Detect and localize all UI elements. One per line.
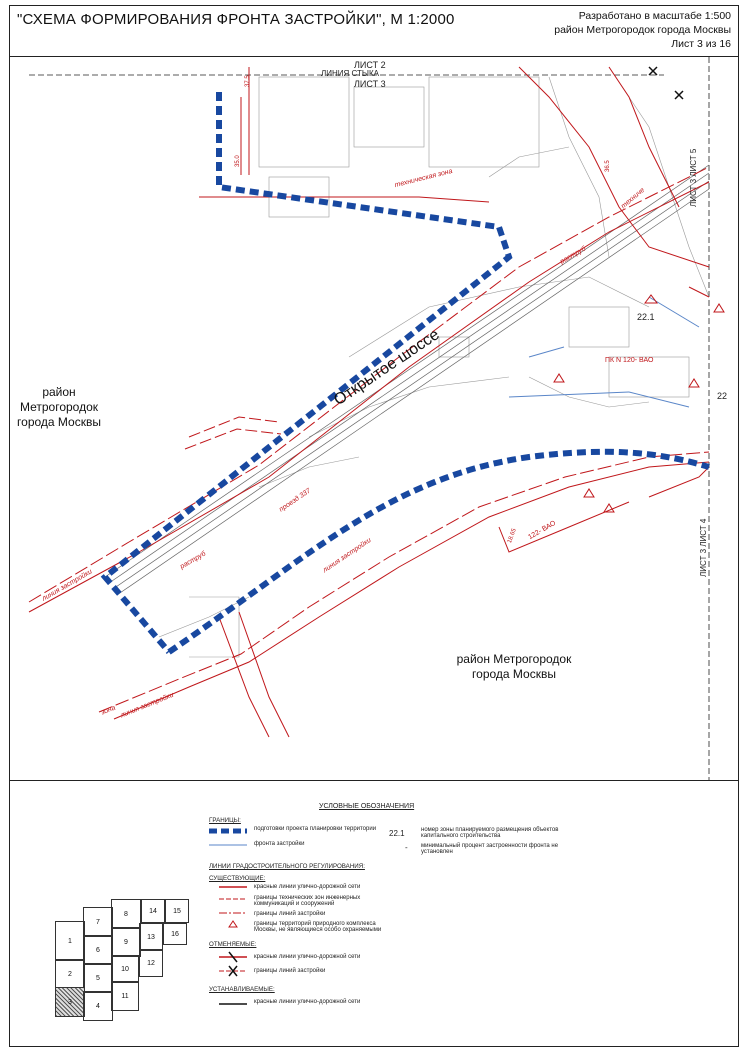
legend-symbols-existing bbox=[219, 883, 249, 943]
district-bottom: район Метрогородок города Москвы bbox=[456, 652, 572, 681]
legend-red-lines-established: красные линии улично-дорожной сети bbox=[254, 999, 361, 1005]
label-bell-mouth-1: раструб bbox=[559, 245, 588, 266]
legend-zone-desc: номер зоны планируемого размещения объектов капитального строительства bbox=[421, 827, 559, 839]
index-cell: 10 bbox=[111, 955, 139, 983]
road-lanes bbox=[105, 165, 709, 595]
header bbox=[9, 5, 739, 57]
label-sheet-3-5: ЛИСТ 3 ЛИСТ 5 bbox=[689, 148, 698, 207]
sheet-number: Лист 3 из 16 bbox=[671, 38, 731, 50]
index-cell: 14 bbox=[141, 899, 165, 923]
label-tech-zone: техническая зона bbox=[394, 167, 454, 190]
label-technical: техниче bbox=[620, 186, 647, 211]
index-cell: 16 bbox=[163, 923, 187, 945]
label-building-line-3: линия застройки bbox=[119, 691, 175, 720]
label-joint-top: ЛИНИЯ СТЫКА bbox=[321, 69, 380, 78]
district-name: район Метрогородок города Москвы bbox=[554, 24, 731, 36]
legend-front: фронта застройки bbox=[254, 841, 305, 847]
map-area bbox=[9, 57, 739, 780]
index-cell: 15 bbox=[165, 899, 189, 923]
front-lines bbox=[509, 297, 699, 407]
header-meta bbox=[554, 9, 731, 51]
label-sheet-3-4: ЛИСТ 3 ЛИСТ 4 bbox=[699, 518, 708, 577]
district-left: район Метрогородок города Москвы bbox=[17, 385, 101, 429]
legend-heading: УСЛОВНЫЕ ОБОЗНАЧЕНИЯ bbox=[319, 803, 415, 810]
index-map bbox=[47, 889, 207, 1029]
legend-min-pct: минимальный процент застроенности фронта не установлен bbox=[421, 843, 559, 855]
label-zone: зона bbox=[100, 704, 117, 717]
label-pk-short: 122- ВАО bbox=[527, 519, 558, 542]
planning-border bbox=[105, 92, 709, 652]
legend-symbols-established bbox=[219, 999, 249, 1009]
legend-existing: СУЩЕСТВУЮЩИЕ: bbox=[209, 875, 266, 882]
label-building-line-1: линия застройки bbox=[41, 568, 94, 603]
index-cell: 2 bbox=[55, 959, 85, 989]
index-cell: 11 bbox=[111, 981, 139, 1011]
road-name: Открытое шоссе bbox=[331, 326, 443, 410]
legend-border-planning: подготовки проекта планировки территории bbox=[254, 826, 377, 832]
index-cell: 8 bbox=[111, 899, 141, 929]
index-cell: 12 bbox=[139, 949, 163, 977]
label-zone-num: 22.1 bbox=[637, 312, 655, 322]
legend-build-lines-cancelled: границы линий застройки bbox=[254, 968, 326, 974]
label-pk: ПК N 120- ВАО bbox=[605, 357, 654, 364]
legend-dash: - bbox=[405, 843, 408, 852]
legend-tech-zones: границы технических зон инженерных коммуникаций и сооружений bbox=[254, 895, 361, 907]
legend-borders: ГРАНИЦЫ: bbox=[209, 817, 241, 824]
index-cell: 5 bbox=[83, 963, 113, 993]
label-sheet-2: ЛИСТ 2 bbox=[354, 60, 386, 70]
label-building-line-2: линия застройки bbox=[321, 536, 373, 575]
index-cell: 1 bbox=[55, 921, 85, 961]
index-cell: 6 bbox=[83, 935, 113, 965]
index-cell: 13 bbox=[139, 923, 163, 951]
legend-nature: границы территорий природного комплекса Москвы, не являющиеся особо охраняемыми bbox=[254, 921, 382, 933]
label-passage: проезд 337 bbox=[278, 487, 312, 514]
legend-build-lines: границы линий застройки bbox=[254, 911, 326, 917]
page-title: "СХЕМА ФОРМИРОВАНИЯ ФРОНТА ЗАСТРОЙКИ", М 1:2000 bbox=[17, 11, 455, 28]
legend-red-lines-cancelled: красные линии улично-дорожной сети bbox=[254, 954, 361, 960]
legend-panel bbox=[9, 780, 739, 1047]
label-sheet-3: ЛИСТ 3 bbox=[354, 79, 386, 89]
label-bell-mouth-2: раструб bbox=[179, 550, 208, 571]
dim-1: 37.5 bbox=[245, 75, 251, 87]
legend-zone-num: 22.1 bbox=[389, 829, 405, 838]
legend-cancelled: ОТМЕНЯЕМЫЕ: bbox=[209, 941, 257, 948]
legend-symbols-borders bbox=[209, 825, 249, 857]
scale-note: Разработано в масштабе 1:500 bbox=[578, 10, 731, 22]
dim-4: 18.65 bbox=[507, 527, 518, 545]
dim-2: 35.0 bbox=[235, 155, 241, 167]
map-drawing bbox=[9, 57, 739, 780]
legend-red-lines: красные линии улично-дорожной сети bbox=[254, 884, 361, 890]
legend-symbols-cancelled bbox=[219, 949, 249, 979]
index-cell: 9 bbox=[111, 927, 141, 957]
cancelled-markers bbox=[649, 67, 683, 99]
index-cell-current: 3 bbox=[55, 987, 85, 1017]
label-zone-num-b: 22 bbox=[717, 391, 728, 401]
index-cell: 7 bbox=[83, 907, 113, 937]
index-cell: 4 bbox=[83, 991, 113, 1021]
dim-3: 36.5 bbox=[605, 160, 611, 172]
legend-urban-lines: ЛИНИИ ГРАДОСТРОИТЕЛЬНОГО РЕГУЛИРОВАНИЯ: bbox=[209, 863, 365, 870]
legend-established: УСТАНАВЛИВАЕМЫЕ: bbox=[209, 986, 275, 993]
